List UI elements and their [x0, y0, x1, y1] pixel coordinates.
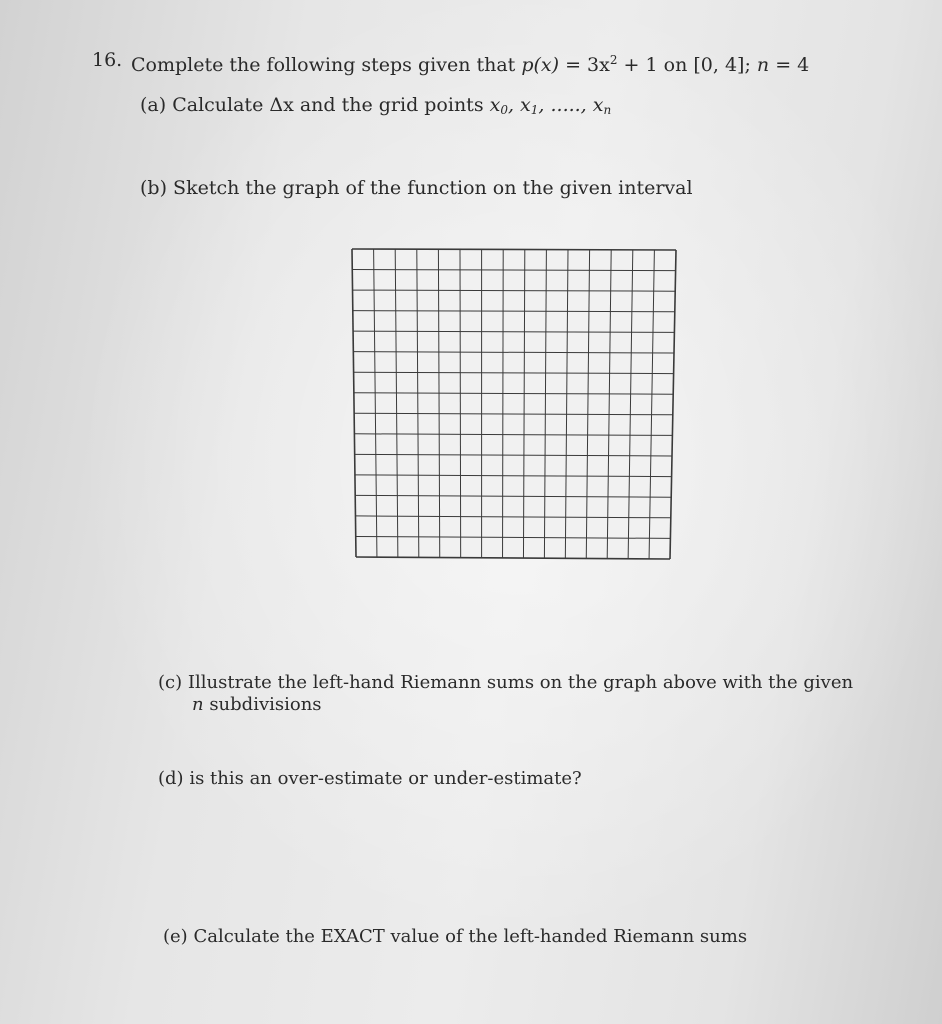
part-a-label: (a): [140, 94, 167, 116]
question-stem: [131, 49, 809, 76]
part-e-label: (e): [163, 926, 188, 947]
part-c: [158, 672, 853, 694]
function-exponent: 2: [609, 53, 618, 67]
grid-point-x1-sub: 1: [530, 103, 539, 117]
n-value: = 4: [769, 54, 810, 76]
part-c-text: Illustrate the left-hand Riemann sums on the graph above with the given: [187, 672, 854, 693]
part-c-label: (c): [158, 672, 183, 693]
part-a: [140, 94, 611, 121]
grid-vertical-line: [503, 249, 504, 557]
grid-point-xn-sub: n: [603, 103, 612, 117]
question-number: 16.: [92, 49, 123, 71]
part-d-label: (d): [158, 768, 184, 789]
part-b-text: Sketch the graph of the function on the given interval: [173, 177, 693, 199]
stem-prefix: Complete the following steps given that: [131, 54, 522, 76]
part-b-label: (b): [140, 177, 167, 199]
grid-horizontal-line: [352, 249, 676, 250]
part-c-text-line2: subdivisions: [203, 694, 322, 715]
part-c-line2: [192, 694, 322, 716]
part-d: [158, 768, 582, 790]
part-c-n: n: [192, 694, 204, 715]
grid-point-dots: , ....., x: [538, 94, 604, 116]
part-a-text: Calculate Δx and the grid points: [172, 94, 490, 116]
graph-grid[interactable]: [350, 245, 680, 563]
part-e: [163, 926, 747, 948]
grid-point-x1: , x: [507, 94, 531, 116]
n-variable: n: [756, 54, 770, 76]
grid-point-x0-sub: 0: [500, 103, 508, 117]
function-rest: + 1: [617, 54, 658, 76]
graph-grid-svg[interactable]: [350, 245, 680, 563]
grid-point-x0: x: [489, 94, 501, 116]
grid-vertical-line: [460, 249, 461, 557]
interval: [0, 4];: [693, 54, 757, 76]
graph-grid-background: [352, 249, 676, 559]
part-b: [140, 177, 693, 199]
function-lhs: p(x): [521, 54, 560, 76]
part-d-text: is this an over-estimate or under-estimate?: [189, 768, 582, 789]
part-e-text: Calculate the EXACT value of the left-handed Riemann sums: [193, 926, 748, 947]
interval-prefix: on: [657, 54, 694, 76]
function-eq: = 3x: [559, 54, 610, 76]
